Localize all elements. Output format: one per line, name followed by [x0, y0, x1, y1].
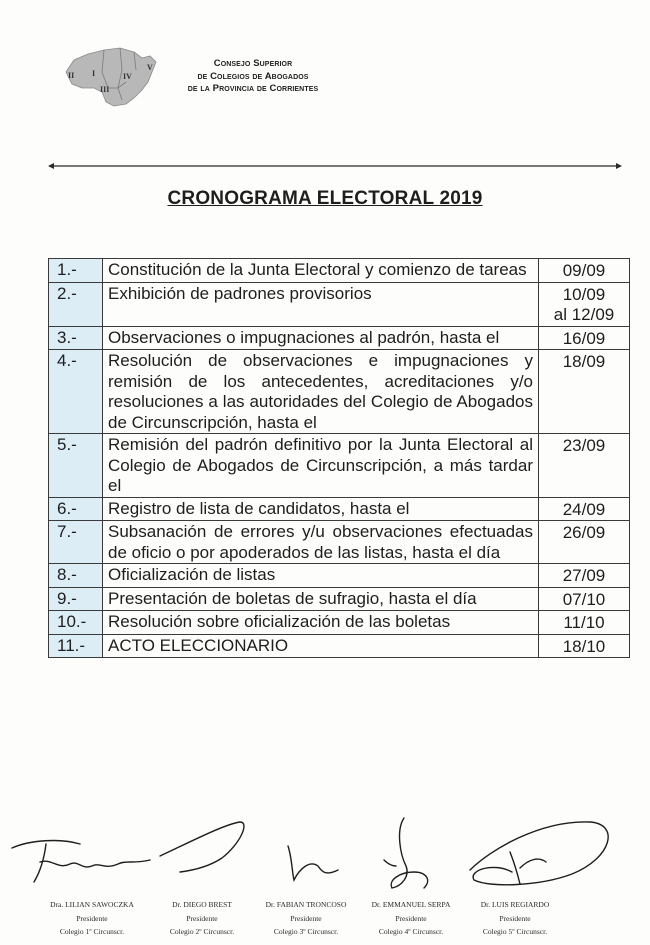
province-map-logo: [52, 42, 170, 112]
schedule-row: [49, 634, 630, 658]
signer-role: Presidente: [186, 913, 218, 923]
schedule-row: [49, 282, 630, 326]
step-description: Presentación de boletas de sufragio, hasta el día: [103, 587, 539, 611]
step-date-end: al 12/09: [553, 305, 615, 324]
map-label-i: I: [92, 69, 96, 78]
map-label-iv: IV: [123, 72, 132, 81]
schedule-row: [49, 434, 630, 498]
step-date-value: 26/09: [562, 523, 606, 542]
schedule-row: [49, 521, 630, 564]
signer-college: Colegio 1º Circunscr.: [59, 927, 125, 936]
step-date: [539, 350, 630, 434]
signer-name: Dr. FABIAN TRONCOSO: [265, 900, 347, 909]
step-date-value: 27/09: [562, 566, 606, 585]
step-number: 6.-: [49, 497, 103, 521]
step-number: 11.-: [49, 634, 103, 658]
signer-block: [455, 898, 575, 939]
step-date: [539, 587, 630, 611]
step-number: 8.-: [49, 564, 103, 588]
step-description: Resolución de observaciones e impugnaciones y remisión de los antecedentes, acreditaciones y/o resoluciones a las autoridades del Colegio de Abogados de Circunscripción, hasta el: [103, 350, 539, 434]
step-date: [539, 282, 630, 326]
step-number: 7.-: [49, 521, 103, 564]
org-line-1: Consejo Superior: [213, 58, 293, 69]
step-number: 2.-: [49, 282, 103, 326]
signer-role: Presidente: [395, 913, 427, 923]
signer-college: Colegio 5º Circunscr.: [482, 927, 548, 936]
signature-5: [470, 822, 608, 885]
signer-college: Colegio 3º Circunscr.: [273, 927, 339, 936]
step-date: [539, 497, 630, 521]
step-number: 10.-: [49, 611, 103, 635]
signer-name: Dra. LILIAN SAWOCZKA: [50, 900, 134, 909]
signature-scribbles: [0, 800, 650, 900]
schedule-row: [49, 587, 630, 611]
step-number: 3.-: [49, 326, 103, 350]
organization-name: [178, 58, 328, 96]
schedule-row: [49, 259, 630, 283]
step-date: [539, 434, 630, 498]
step-description: Observaciones o impugnaciones al padrón, hasta el: [103, 326, 539, 350]
signature-2: [160, 822, 244, 872]
signer-role: Presidente: [290, 913, 322, 923]
step-description: Subsanación de errores y/u observaciones efectuadas de oficio o por apoderados de las listas, hasta el día: [103, 521, 539, 564]
step-date-value: 18/09: [562, 352, 606, 371]
step-date: [539, 326, 630, 350]
step-description: Oficialización de listas: [103, 564, 539, 588]
step-description: Remisión del padrón definitivo por la Junta Electoral al Colegio de Abogados de Circunscripción, a más tardar el: [103, 434, 539, 498]
step-description: Registro de lista de candidatos, hasta el: [103, 497, 539, 521]
step-number: 4.-: [49, 350, 103, 434]
signer-block: [351, 898, 471, 939]
signer-college: Colegio 4º Circunscr.: [378, 927, 444, 936]
signature-3: [288, 846, 338, 880]
step-number: 1.-: [49, 259, 103, 283]
schedule-row: [49, 497, 630, 521]
schedule-row: [49, 564, 630, 588]
step-description: Constitución de la Junta Electoral y comienzo de tareas: [103, 259, 539, 283]
signer-name: Dr. EMMANUEL SERPA: [371, 900, 451, 909]
step-date-value: 09/09: [562, 261, 606, 280]
step-date: [539, 564, 630, 588]
step-date-value: 24/09: [562, 499, 606, 519]
signature-1: [12, 841, 150, 882]
step-description: Resolución sobre oficialización de las boletas: [103, 611, 539, 635]
step-date-value: 18/10: [562, 636, 606, 656]
signer-name: Dr. DIEGO BREST: [172, 900, 232, 909]
step-date: [539, 634, 630, 658]
signer-name: Dr. LUIS REGIARDO: [480, 900, 550, 909]
step-date-value: 23/09: [562, 436, 606, 455]
step-date: [539, 521, 630, 564]
signature-4: [384, 818, 428, 888]
step-date: [539, 259, 630, 283]
page-title: CRONOGRAMA ELECTORAL 2019: [167, 188, 483, 209]
signer-block: [246, 898, 366, 939]
step-date-value: 16/09: [562, 328, 606, 348]
map-label-iii: III: [100, 85, 110, 94]
step-description: ACTO ELECCIONARIO: [103, 634, 539, 658]
step-date-value: 10/09: [562, 284, 606, 304]
schedule-row: [49, 611, 630, 635]
step-description: Exhibición de padrones provisorios: [103, 282, 539, 326]
step-date: [539, 611, 630, 635]
step-number: 9.-: [49, 587, 103, 611]
signer-block: [142, 898, 262, 939]
step-number: 5.-: [49, 434, 103, 498]
step-date-value: 11/10: [563, 613, 605, 632]
map-label-v: V: [147, 63, 153, 72]
step-date-value: 07/10: [562, 589, 606, 609]
org-line-2: de Colegios de Abogados: [197, 70, 309, 82]
signer-role: Presidente: [76, 913, 108, 923]
org-line-3: de la Provincia de Corrientes: [187, 83, 319, 94]
schedule-row: [49, 350, 630, 434]
header-divider: [48, 160, 622, 172]
map-label-ii: II: [68, 71, 75, 80]
schedule-table: [48, 258, 630, 658]
signer-block: [32, 898, 152, 939]
schedule-row: [49, 326, 630, 350]
signer-college: Colegio 2º Circunscr.: [169, 927, 235, 936]
signer-role: Presidente: [499, 913, 531, 923]
